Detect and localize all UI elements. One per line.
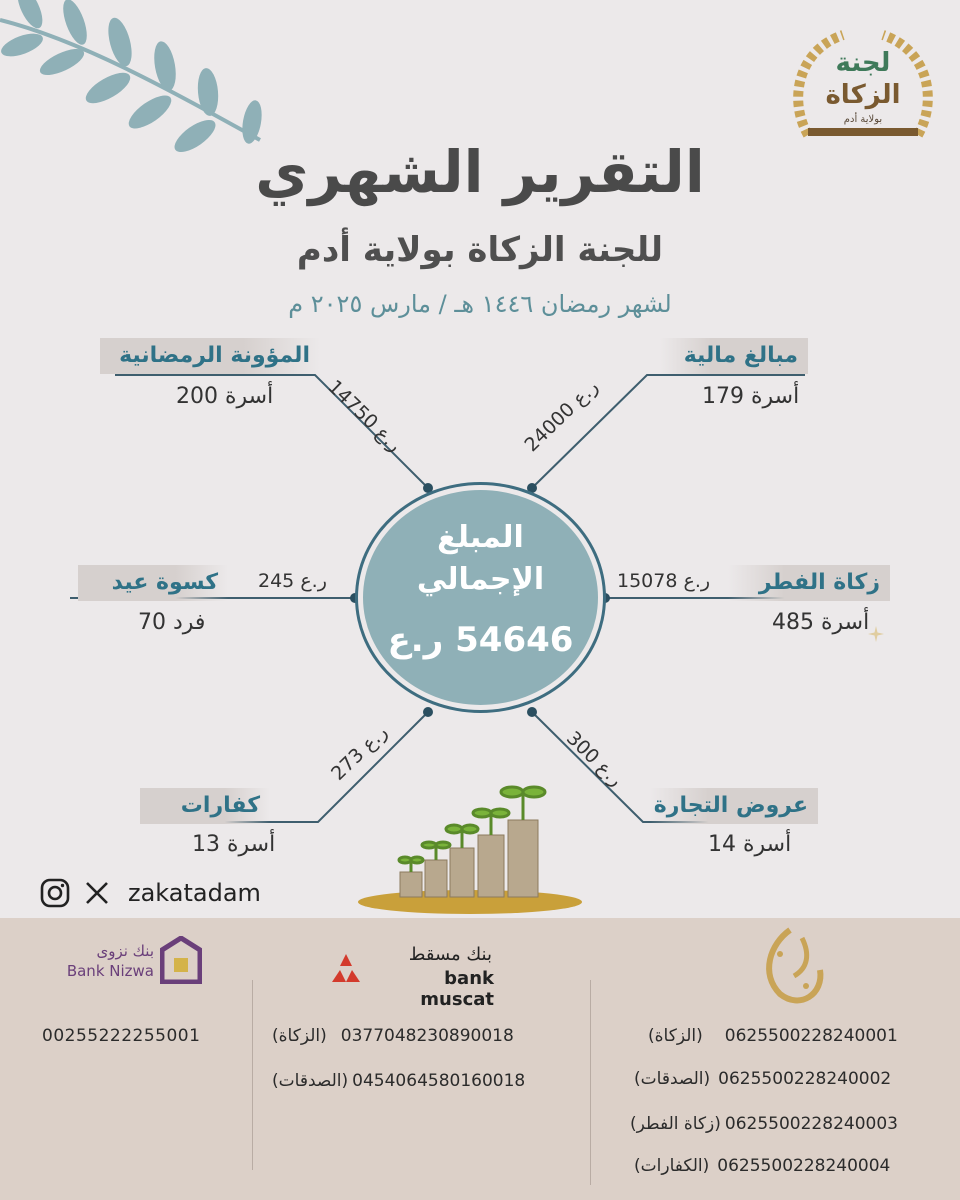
count-eid-unit: فرد <box>173 610 206 635</box>
third-account-1 <box>626 1026 898 1046</box>
count-financial-number: 179 <box>702 384 744 409</box>
amount-trade: 300 ر.ع <box>562 727 627 791</box>
third-account-2-number: 0625500228240002 <box>718 1069 892 1089</box>
third-account-3-tag: (زكاة الفطر) <box>630 1114 721 1134</box>
bank-accounts-panel <box>0 918 960 1200</box>
bank-muscat-account-2-number: 0454064580160018 <box>352 1071 526 1091</box>
social-handle[interactable]: zakatadam <box>128 879 261 907</box>
bank-muscat-account-2-tag: (الصدقات) <box>272 1071 349 1091</box>
instagram-icon[interactable] <box>40 878 70 908</box>
total-amount-circle <box>358 485 603 710</box>
calligraphy-logo <box>750 924 834 1012</box>
count-kaffarat-number: 13 <box>192 832 220 857</box>
sparkle-icon <box>868 626 884 642</box>
bank-nizwa-account <box>42 1026 200 1046</box>
report-period: لشهر رمضان ١٤٤٦ هـ / مارس ٢٠٢٥ م <box>288 290 672 318</box>
count-financial-unit: أسرة <box>751 384 800 409</box>
label-ramadan: المؤونة الرمضانية <box>100 338 320 374</box>
count-financial <box>686 384 799 409</box>
count-trade <box>692 832 791 857</box>
logo-line3: بولاية أدم <box>843 114 883 125</box>
page-title: التقرير الشهري <box>255 138 705 206</box>
third-account-2 <box>634 1069 891 1089</box>
logo-line1: لجنة <box>835 48 891 78</box>
bank-muscat-account-1 <box>272 1026 514 1046</box>
label-eid: كسوة عيد <box>78 565 228 601</box>
count-kaffarat-unit: أسرة <box>227 832 276 857</box>
page-subtitle: للجنة الزكاة بولاية أدم <box>296 230 664 270</box>
bank-nizwa-name-en: Bank Nizwa <box>66 962 154 980</box>
amount-ramadan: 14750 ر.ع <box>323 375 406 457</box>
coins-plants-illustration <box>350 780 590 915</box>
count-kaffarat <box>176 832 275 857</box>
amount-fitr: 15078 ر.ع <box>617 570 711 592</box>
count-trade-number: 14 <box>708 832 736 857</box>
count-eid-number: 70 <box>138 610 166 635</box>
count-fitr <box>758 610 869 635</box>
bank-nizwa-name-ar: بنك نزوى <box>96 942 154 960</box>
divider-left <box>252 980 253 1170</box>
logo-line2: الزكاة <box>825 80 901 110</box>
amount-kaffarat: 273 ر.ع <box>327 721 392 785</box>
bank-nizwa-icon <box>160 936 202 984</box>
divider-right <box>590 980 591 1185</box>
x-icon[interactable] <box>84 880 110 906</box>
bank-muscat-name-ar: بنك مسقط <box>408 944 492 965</box>
third-account-3-number: 0625500228240003 <box>724 1114 898 1134</box>
count-ramadan-unit: أسرة <box>225 384 274 409</box>
third-account-4-tag: (الكفارات) <box>634 1156 710 1176</box>
third-account-1-number: 0625500228240001 <box>724 1026 898 1046</box>
count-ramadan-number: 200 <box>176 384 218 409</box>
social-row <box>40 876 261 910</box>
third-account-1-tag: (الزكاة) <box>648 1026 703 1046</box>
third-account-3 <box>630 1114 898 1134</box>
bank-muscat-account-1-tag: (الزكاة) <box>272 1026 327 1046</box>
count-eid <box>116 610 205 635</box>
third-account-4-number: 0625500228240004 <box>717 1156 891 1176</box>
count-fitr-number: 485 <box>772 610 814 635</box>
count-trade-unit: أسرة <box>743 832 792 857</box>
bank-muscat-name-en: bank muscat <box>420 968 494 1010</box>
bank-nizwa-account-number: 00255222255001 <box>42 1026 201 1046</box>
total-label-line2: الإجمالي <box>416 562 545 597</box>
count-fitr-unit: أسرة <box>821 610 870 635</box>
third-account-2-tag: (الصدقات) <box>634 1069 711 1089</box>
third-account-4 <box>634 1156 890 1176</box>
bank-muscat-account-2 <box>272 1071 525 1091</box>
bank-nizwa-logo <box>50 936 200 992</box>
count-ramadan <box>158 384 273 409</box>
bank-muscat-account-1-number: 0377048230890018 <box>340 1026 514 1046</box>
label-kaffarat: كفارات <box>140 788 270 824</box>
bank-muscat-logo <box>326 944 496 1010</box>
total-label-line1: المبلغ <box>437 520 524 555</box>
bank-muscat-icon <box>326 950 366 990</box>
label-financial: مبالغ مالية <box>660 338 808 374</box>
total-amount: 54646 ر.ع <box>387 620 574 660</box>
label-fitr: زكاة الفطر <box>728 565 890 601</box>
amount-financial: 24000 ر.ع <box>520 375 603 457</box>
label-trade: عروض التجارة <box>650 788 818 824</box>
amount-eid: 245 ر.ع <box>258 570 327 592</box>
